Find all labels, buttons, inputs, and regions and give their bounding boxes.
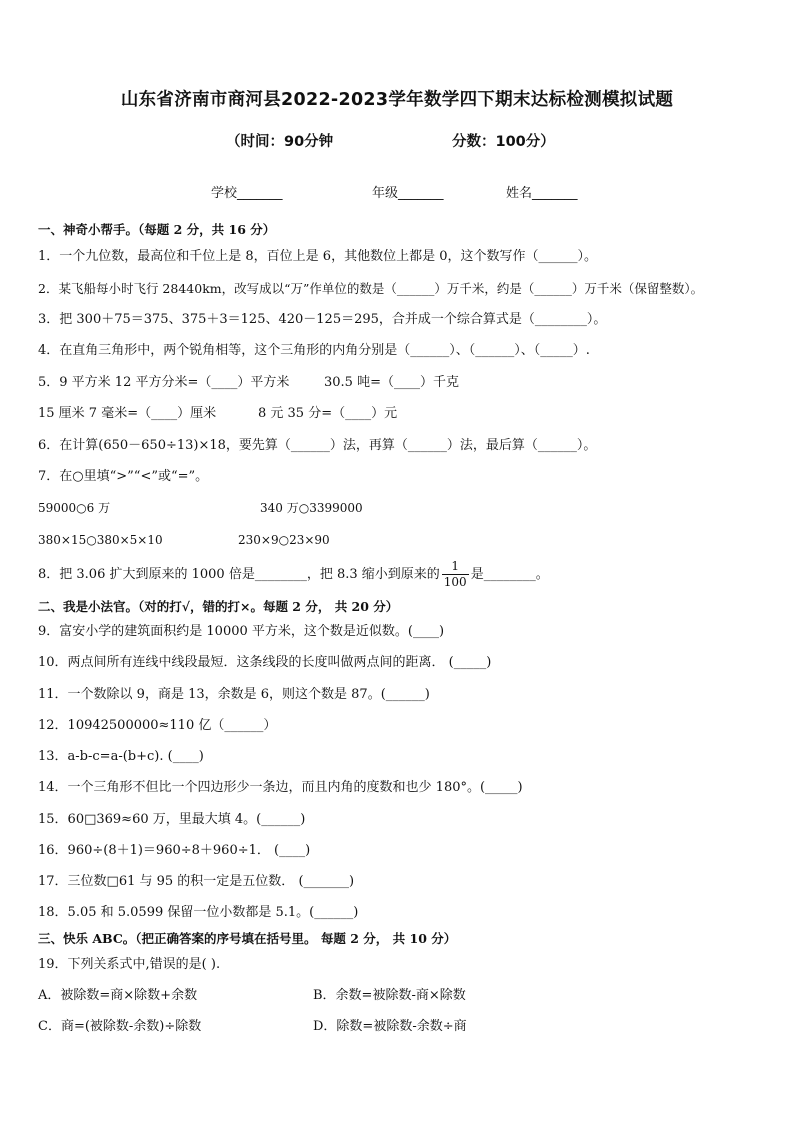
question-7: 7．在○里填“>”“<”或“=”。: [38, 469, 209, 484]
question-18: 18．5.05 和 5.0599 保留一位小数都是 5.1。(______): [38, 905, 359, 920]
question-19: 19．下列关系式中,错误的是( ).: [38, 957, 221, 972]
fraction-numerator: 1: [442, 559, 469, 575]
fraction: [442, 559, 469, 590]
question-5c: 15 厘米 7 毫米=（____）厘米: [38, 406, 217, 421]
question-5d: 8 元 35 分=（____）元: [258, 406, 398, 421]
option-d: D．除数=被除数-余数÷商: [313, 1019, 467, 1034]
question-5b: 30.5 吨=（____）千克: [324, 375, 459, 390]
question-11: 11．一个数除以 9，商是 13，余数是 6，则这个数是 87。(______): [38, 687, 430, 702]
question-2: 2．某飞船每小时飞行 28440km，改写成以“万”作单位的数是（______）万千米，约是（______）万千米（保留整数）。: [38, 281, 704, 296]
option-a: A．被除数=商×除数+余数: [38, 988, 198, 1003]
option-c: C．商=(被除数-余数)÷除数: [38, 1019, 202, 1034]
question-7c: 380×15○380×5×10: [38, 533, 163, 547]
time-label: （时间：90分钟: [226, 134, 334, 150]
question-7d: 230×9○23×90: [238, 533, 330, 547]
option-b: B．余数=被除数-商×除数: [313, 988, 466, 1003]
name-field: 姓名_______: [506, 186, 578, 201]
section-2-heading: 二、我是小法官。（对的打√，错的打×。每题 2 分， 共 20 分）: [38, 599, 399, 614]
section-1-heading: 一、神奇小帮手。（每题 2 分，共 16 分）: [38, 222, 276, 237]
grade-field: 年级_______: [372, 186, 444, 201]
page-title: 山东省济南市商河县2022-2023学年数学四下期末达标检测模拟试题: [120, 90, 674, 110]
question-5a: 5．9 平方米 12 平方分米=（____）平方米: [38, 375, 290, 390]
question-3: 3．把 300＋75＝375、375＋3＝125、420－125＝295，合并成一个综合算式是（________）。: [38, 312, 607, 327]
question-16: 16．960÷(8＋1)＝960÷8＋960÷1． (____): [38, 843, 311, 858]
section-3-heading: 三、快乐 ABC。（把正确答案的序号填在括号里。 每题 2 分， 共 10 分）: [38, 931, 457, 946]
question-6: 6．在计算(650－650÷13)×18，要先算（______）法，再算（______）法，最后算（______）。: [38, 438, 597, 453]
score-label: 分数：100分）: [452, 134, 555, 150]
question-7a: 59000○6 万: [38, 501, 111, 515]
question-8-text: 8．把 3.06 扩大到原来的 1000 倍是________，把 8.3 缩小到原来的: [38, 567, 440, 582]
question-14: 14．一个三角形不但比一个四边形少一条边，而且内角的度数和也少 180°。(_____): [38, 780, 523, 795]
question-13: 13．a-b-c=a-(b+c). (____): [38, 749, 204, 764]
question-7b: 340 万○3399000: [260, 501, 363, 515]
question-8-tail: 是________。: [470, 567, 549, 582]
question-4: 4．在直角三角形中，两个锐角相等，这个三角形的内角分别是（______）、（______）、（_____）.: [38, 343, 590, 358]
question-15: 15．60□369≈60 万，里最大填 4。(______): [38, 812, 306, 827]
question-9: 9．富安小学的建筑面积约是 10000 平方米，这个数是近似数。(____): [38, 624, 445, 639]
question-1: 1．一个九位数，最高位和千位上是 8，百位上是 6，其他数位上都是 0，这个数写作（______）。: [38, 249, 597, 264]
question-12: 12．10942500000≈110 亿（______）: [38, 718, 277, 733]
question-10: 10．两点间所有连线中线段最短．这条线段的长度叫做两点间的距离． (_____): [38, 655, 492, 670]
question-8: [38, 556, 549, 594]
school-field: 学校_______: [211, 186, 283, 201]
question-17: 17．三位数□61 与 95 的积一定是五位数． (_______): [38, 874, 355, 889]
fraction-denominator: 100: [443, 575, 467, 589]
